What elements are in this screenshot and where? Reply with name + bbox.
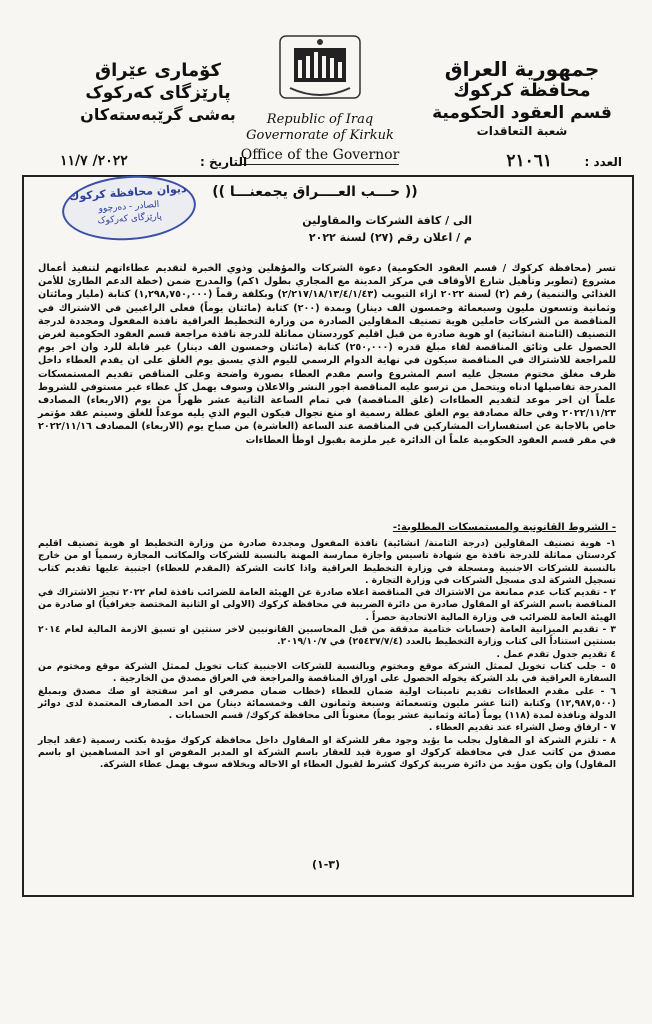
requirement-item: ٣ - تقديم الميزانية العامة (حسابات ختامية مدققة من قبل المحاسبين القانونيين لاخر سنتين او تسبق الازمة المالية لعام ٢٠١٤ بسنتين استناداً الى كتاب وزارة التخطيط بالعدد (٢٥٤٣٧/٧/٤) في ٢٠١٩/١٠/٧. [38,624,616,648]
stamp-line-3: پارێزگای کەرکوک [97,211,163,227]
stamp-line-2: الصادر - دەرچوو [98,199,160,215]
letterhead-ku-governorate: پارێزگای کەرکوک [85,83,231,103]
requirement-item: ٥ - جلب كتاب تخويل لممثل الشركة موقع ومختوم وبالنسبة للشركات الاجنبية كتاب تخويل لممثل الشركة موقع ومختوم من السفارة العراقية في بلد الشركة يخوله الحصول على اوراق المناقصة والمراجعة في العراق مصدق من الخارجية . [38,660,616,685]
letterhead-ar-governorate: محافظة كركوك [453,80,591,101]
reference-number-value: ٢١٠٦١ [506,151,552,171]
letterhead-en-office: Office of the Governor [240,147,400,163]
stamp-line-1: ديوان محافظة كركوك [68,181,188,204]
requirements-title: - الشروط القانونية والمستمسكات المطلوبة:- [392,522,616,533]
page-number: (٣-١) [311,858,341,871]
document-motto: (( حـــب العــــراق يجمعنـــا )) [212,184,418,200]
iraq-emblem-icon [260,30,380,108]
addressee-to: الى / كافة الشركات والمقاولين [302,214,472,227]
reference-row [40,151,622,173]
requirement-item: ٤ تقديم جدول تقدم عمل . [496,648,616,660]
letterhead-ar-section: شعبة التعاقدات [476,124,568,138]
addressee-block [252,212,472,246]
requirement-item: ٢ - تقديم كتاب عدم ممانعة من الاشتراك في المناقصة اعلاه صادرة عن الهيئة العامة للضرائب نافذة لعام ٢٠٢٢ تجيز الاشتراك في المناقصة باسم الشركة او المقاول صادرة من دائرة الضريبة في محافظة كركوك (الاولى او الثانية المختصة جغرافياً) او صادرة من الهيئة العامة للضرائب في وزارة المالية الاتحادية حصراً . [38,587,616,623]
english-letterhead [240,30,400,165]
addressee-subject: م / اعلان رقم (٢٧) لسنة ٢٠٢٢ [308,231,472,244]
arabic-letterhead [432,58,612,138]
reference-date-value: ٢٠٢٢/ ١١/٧ [60,153,128,169]
letterhead-ku-department: بەشی گرێبەستەکان [80,105,236,124]
requirement-item: ٦ - على مقدم العطاءات تقديم تامينات اولية ضمان للعطاء (خطاب ضمان مصرفي او امر سفتجة او صك مصدق وبمبلغ (١٢,٩٨٧,٥٠٠) وكتابة (اثنا عشر مليون وتسعمائة وسبعة وثمانون الف وخمسمائة دينار) من احد المصارف المعتمدة لدى دوائر الدولة ونافذة لمدة (١١٨) يوماً (مائة وثمانية عشر يوماً) معنوناً الى محافظة كركوك/ قسم الحسابات . [38,685,616,722]
reference-date-label: التاريخ : [200,155,248,169]
kurdish-letterhead [58,60,258,126]
letterhead-en-republic: Republic of Iraq [266,112,374,127]
letterhead-ar-department: قسم العقود الحكومية [432,103,612,123]
letterhead-ar-republic: جمهورية العراق [444,57,600,81]
letterhead-ku-republic: کۆماری عێراق [95,60,221,81]
requirement-item: ٧ - ارفاق وصل الشراء عند تقديم العطاء . [428,722,616,734]
reference-number-label: العدد : [584,155,622,169]
requirements-list [38,538,616,772]
announcement-body [38,262,616,447]
requirement-item: ٨ - تلتزم الشركة او المقاول بجلب ما يؤيد وجود مقر للشركة او المقاول داخل محافظة كركوك مؤيدة بكتب رسمية (عقد ايجار مصدق من كاتب عدل في محافظة كركوك او صورة قيد للعقار باسم الشركة او المدير المفوض او احد المساهمين او باسم المقاول) وان يكون مؤيد من دائرة ضريبة كركوك كشرط لقبول العطاء او الاحاله وبخلافه سوف يهمل عطاء الشركة. [38,734,616,771]
body-paragraph: تسر (محافظة كركوك / قسم العقود الحكومية) دعوة الشركات والمؤهلين وذوي الخبرة لتقديم عطاءاتهم لتنفيذ أعمال مشروع (تطوير وتأهيل شارع الأوقاف في مركز المدينة مع المجاري بطول ١كم) والمدرج ضمن (خطة الدعم الطارئ للأمن الغذائي والتنمية) رقم (٢) لسنة ٢٠٢٢ ازاء التبويب (٢/٢١٧/١٨/١٣/٤/١/٤٣) وبكلفة رقماً (١,٢٩٨,٧٥٠,٠٠٠) كتابة (مليار ومائتان وثمانية وتسعون مليون وسبعمائة وخمسون الف دينار) وبمدة (٢٠٠) كتابة (مائتان يوماً) فعلى الراغبين في الاشتراك في المناقصة من الشركات حاملين هوية تصنيف المقاولين الصادرة من وزارة التخطيط العراقية نافذة المفعول ومجددة لدرجة التصنيف (الثامنة انشائية) او هوية صادرة من قبل اقليم كوردستان مماثلة للدرجة نافذة مراجعة قسم العقود الحكومية لغرض الحصول على وثائق المناقصة لقاء مبلغ قدره (٢٥٠,٠٠٠) كتابة (مائتان وخمسون الف دينار) غير قابلة للرد وان اخر يوم للمراجعة للاشتراك في المناقصة سيكون في نهاية الدوام الرسمي لليوم الذي يسبق يوم الغلق على ان يقدم العطاء داخل ظرف مغلق مختوم مسجل عليه اسم المشروع واسم مقدم العطاء بصورة واضحة وعلى المناقص تقديم المستمسكات المدرجة تفاصيلها ادناه ويتحمل من ترسو عليه المناقصة اجور النشر والاعلان وسوف يهمل كل عطاء غير مستوفي للشروط علماً ان اخر موعد لتقديم العطاءات (غلق المناقصة) في تمام الساعة الثانية عشر ظهراً من يوم (الاربعاء) المصادف ٢٠٢٢/١١/٢٣ وفي حالة مصادفة يوم الغلق عطلة رسمية او منع تجوال فيكون اليوم الذي يليه موعداً للغلق وسيتم عقد مؤتمر خاص بالاجابة عن استفسارات المشاركين في المناقصة عند الساعة (العاشرة) من صباح يوم (الاربعاء) المصادف ٢٠٢٢/١١/١٦ في مقر قسم العقود الحكومية علماً ان الدائرة غير ملزمة بقبول اوطأ العطاءات [38,263,617,446]
requirement-item: ١- هوية تصنيف المقاولين (درجة الثامنة/ انشائية) نافذة المفعول ومجددة صادرة من وزارة التخطيط او هوية تصنيف اقليم كردستان مماثلة للدرجة نافذة مع شهادة تاسيس واجازة ممارسة المهنة بالنسبة للشركات والمكاتب المجازة رسمياً او من خارج بالنسبة للشركات الاجنبية ومسجلة في وزارة التخطيط العراقية واذا كانت الشركة (المقدم للعطاء) اجنبية عليها تقديم كتاب تسجيل الشركة لدى مسجل الشركات في وزارة التجارة . [38,538,616,586]
letterhead-en-governorate: Governorate of Kirkuk [246,128,394,143]
